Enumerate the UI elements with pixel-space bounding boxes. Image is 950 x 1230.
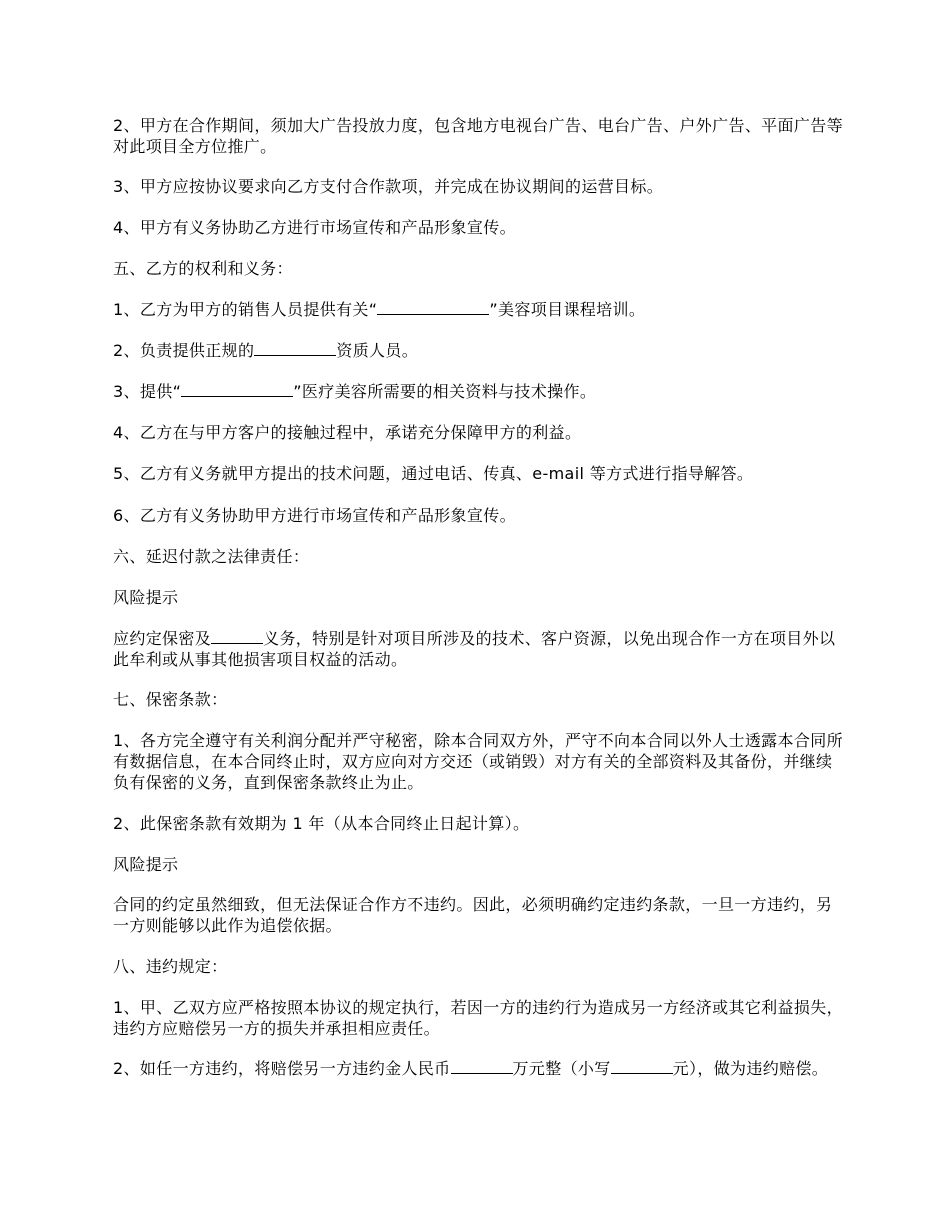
- section-heading-7-text: 七、保密条款：: [113, 690, 228, 709]
- blank-line: [211, 629, 263, 644]
- clause-b4-text: 4、乙方在与甲方客户的接触过程中，承诺充分保障甲方的利益。: [113, 423, 582, 442]
- clause-b2-post: 资质人员。: [336, 341, 419, 360]
- clause-a3-text: 3、甲方应按协议要求向乙方支付合作款项，并完成在协议期间的运营目标。: [113, 177, 664, 196]
- risk-note-2: [113, 854, 843, 875]
- clause-b2: [113, 340, 843, 361]
- blank-line: [377, 300, 489, 315]
- section-heading-5-text: 五、乙方的权利和义务：: [113, 259, 293, 278]
- blank-line: [181, 382, 293, 397]
- clause-a3: [113, 176, 843, 197]
- clause-f1-text: 1、甲、乙双方应严格按照本协议的规定执行，若因一方的违约行为造成另一方经济或其它利益损失，违约方应赔偿另一方的损失并承担相应责任。: [113, 998, 843, 1038]
- clause-c1-post: 义务，特别是针对项目所涉及的技术、客户资源，以免出现合作一方在项目外以此牟利或从事其他损害项目权益的活动。: [113, 629, 836, 669]
- clause-c1: [113, 628, 843, 670]
- clause-d1: [113, 730, 843, 793]
- clause-b3: [113, 381, 843, 402]
- risk-note-2-text: 风险提示: [113, 855, 179, 874]
- clause-b2-pre: 2、负责提供正规的: [113, 341, 255, 360]
- blank-line: [611, 1059, 673, 1074]
- risk-note-1: [113, 587, 843, 608]
- clause-b6-text: 6、乙方有义务协助甲方进行市场宣传和产品形象宣传。: [113, 506, 516, 525]
- clause-b1-pre: 1、乙方为甲方的销售人员提供有关“: [113, 300, 378, 319]
- clause-f2-post: 元），做为违约赔偿。: [672, 1059, 829, 1078]
- blank-line: [254, 341, 336, 356]
- clause-f2-pre: 2、如任一方违约，将赔偿另一方违约金人民币: [113, 1059, 451, 1078]
- clause-c1-pre: 应约定保密及: [113, 629, 212, 648]
- clause-d2: [113, 813, 843, 834]
- section-heading-8: [113, 956, 843, 977]
- clause-a2-text: 2、甲方在合作期间，须加大广告投放力度，包含地方电视台广告、电台广告、户外广告、平面广告等对此项目全方位推广。: [113, 116, 843, 156]
- blank-line: [451, 1059, 513, 1074]
- clause-f1: [113, 997, 843, 1039]
- clause-b5-text: 5、乙方有义务就甲方提出的技术问题，通过电话、传真、e-mail 等方式进行指导解答。: [113, 464, 754, 483]
- clause-a4-text: 4、甲方有义务协助乙方进行市场宣传和产品形象宣传。: [113, 218, 516, 237]
- clause-b4: [113, 422, 843, 443]
- clause-b1: [113, 299, 843, 320]
- section-heading-5: [113, 258, 843, 279]
- clause-f2-mid: 万元整（小写: [512, 1059, 611, 1078]
- section-heading-8-text: 八、违约规定：: [113, 957, 228, 976]
- clause-e1-text: 合同的约定虽然细致，但无法保证合作方不违约。因此，必须明确约定违约条款，一旦一方违约，另一方则能够以此作为追偿依据。: [113, 895, 833, 935]
- clause-e1: [113, 894, 843, 936]
- section-heading-6-text: 六、延迟付款之法律责任：: [113, 547, 310, 566]
- clause-b3-pre: 3、提供“: [113, 382, 182, 401]
- clause-b5: [113, 463, 843, 484]
- clause-d2-text: 2、此保密条款有效期为 1 年（从本合同终止日起计算）。: [113, 814, 530, 833]
- clause-f2: [113, 1058, 843, 1079]
- clause-a2: [113, 115, 843, 157]
- clause-b3-post: ”医疗美容所需要的相关资料与技术操作。: [293, 382, 597, 401]
- clause-d1-text: 1、各方完全遵守有关利润分配并严守秘密，除本合同双方外，严守不向本合同以外人士透露本合同所有数据信息，在本合同终止时，双方应向对方交还（或销毁）对方有关的全部资料及其备份，并继续负有保密的义务，直到保密条款终止为止。: [113, 731, 843, 792]
- section-heading-6: [113, 546, 843, 567]
- clause-b6: [113, 505, 843, 526]
- clause-b1-post: ”美容项目课程培训。: [489, 300, 646, 319]
- section-heading-7: [113, 689, 843, 710]
- clause-a4: [113, 217, 843, 238]
- risk-note-1-text: 风险提示: [113, 588, 179, 607]
